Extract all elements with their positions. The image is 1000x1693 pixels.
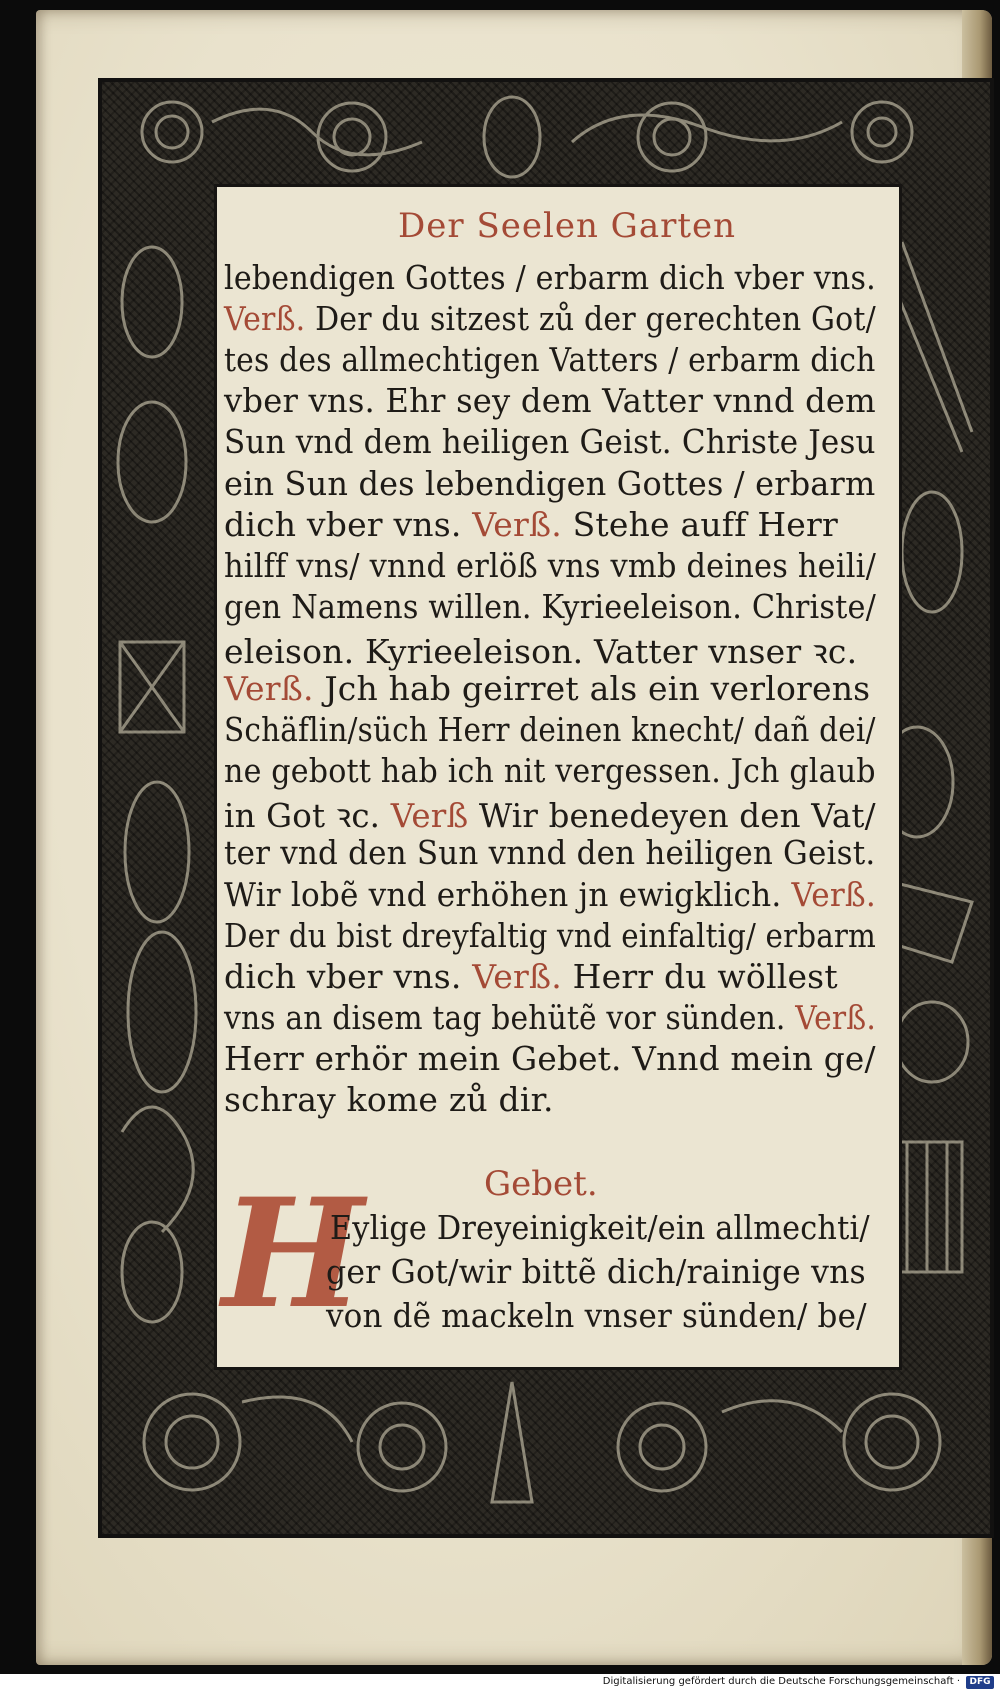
decorated-initial: H [222,1166,364,1342]
text-line [224,546,876,585]
verse-rubric: Verß. [791,874,876,914]
running-title: Der Seelen Garten [398,206,737,246]
text-segment: eleison. Kyrieeleison. Vatter vnser ꝛc. [224,631,858,671]
text-segment: Jch hab geirret als ein verlorens [313,669,871,708]
verse-rubric: Verß. [472,956,562,996]
text-line [224,792,876,837]
text-segment: Stehe auff Herr [561,504,838,544]
text-line [224,505,838,544]
dfg-logo-icon: DFG [966,1676,994,1689]
verse-rubric: Verß. [795,997,876,1037]
verse-rubric: Verß. [472,504,562,544]
text-segment: Herr erhör mein Gebet. Vnnd mein ge/ [224,1038,876,1078]
text-line [224,340,875,379]
text-segment: Der du bist dreyfaltig vnd einfaltig/ erbarm [224,915,877,955]
text-segment: Sun vnd dem heiligen Geist. Christe Jesu [224,422,876,462]
text-line [224,710,876,749]
text-segment: Schäflin/süch Herr deinen knecht/ dañ dei/ [224,710,876,750]
text-line [224,916,876,955]
text-line [224,875,876,914]
text-line [224,751,876,790]
text-line [224,628,857,673]
text-segment: in Got ꝛc. [224,796,391,836]
text-line [224,381,876,420]
text-line [224,258,876,297]
prayer-line: ger Got/wir bittẽ dich/rainige vns [326,1252,866,1291]
text-line [224,957,838,996]
text-segment: dich vber vns. [224,956,473,996]
footer-bar [0,1674,1000,1693]
digitization-credit: Digitalisierung gefördert durch die Deutsche Forschungsgemeinschaft · [602,1676,960,1687]
text-segment: Herr du wöllest [561,956,838,996]
text-line [224,422,876,461]
text-line [224,587,876,626]
prayer-line: Eylige Dreyeinigkeit/ein allmechti/ [330,1208,870,1247]
text-line [224,1039,876,1078]
prayer-line: von dẽ mackeln vnser sünden/ be/ [326,1296,867,1335]
text-segment: ter vnd den Sun vnnd den heiligen Geist. [224,833,876,873]
text-segment: Der du sitzest zů der gerechten Got/ [305,299,876,339]
text-line [224,1080,554,1119]
text-segment: vber vns. Ehr sey dem Vatter vnnd dem [224,381,876,421]
text-line [224,998,876,1037]
text-segment: dich vber vns. [224,504,473,544]
text-line [224,833,875,872]
verse-rubric: Verß. [224,299,306,339]
text-segment: Wir lobẽ vnd erhöhen jn ewigklich. [224,874,792,914]
text-segment: vns an disem tag behütẽ vor sünden. [224,997,796,1037]
prayer-heading: Gebet. [484,1164,598,1204]
text-line [224,464,875,503]
text-segment: ein Sun des lebendigen Gottes / erbarm [224,463,876,503]
text-segment: ne gebott hab ich nit vergessen. Jch glaub [224,751,876,791]
text-segment: gen Namens willen. Kyrieeleison. Christe/ [224,586,877,626]
text-segment: lebendigen Gottes / erbarm dich vber vns. [224,258,876,297]
text-line [224,669,870,708]
verse-rubric: Verß. [224,669,314,708]
text-line [224,299,876,338]
text-segment: Wir benedeyen den Vat/ [468,796,876,836]
text-segment: hilff vns/ vnnd erlöß vns vmb deines heili/ [224,545,877,585]
verse-rubric: Verß [390,796,469,836]
text-segment: schray kome zů dir. [224,1080,554,1119]
text-segment: tes des allmechtigen Vatters / erbarm dich [224,340,876,380]
